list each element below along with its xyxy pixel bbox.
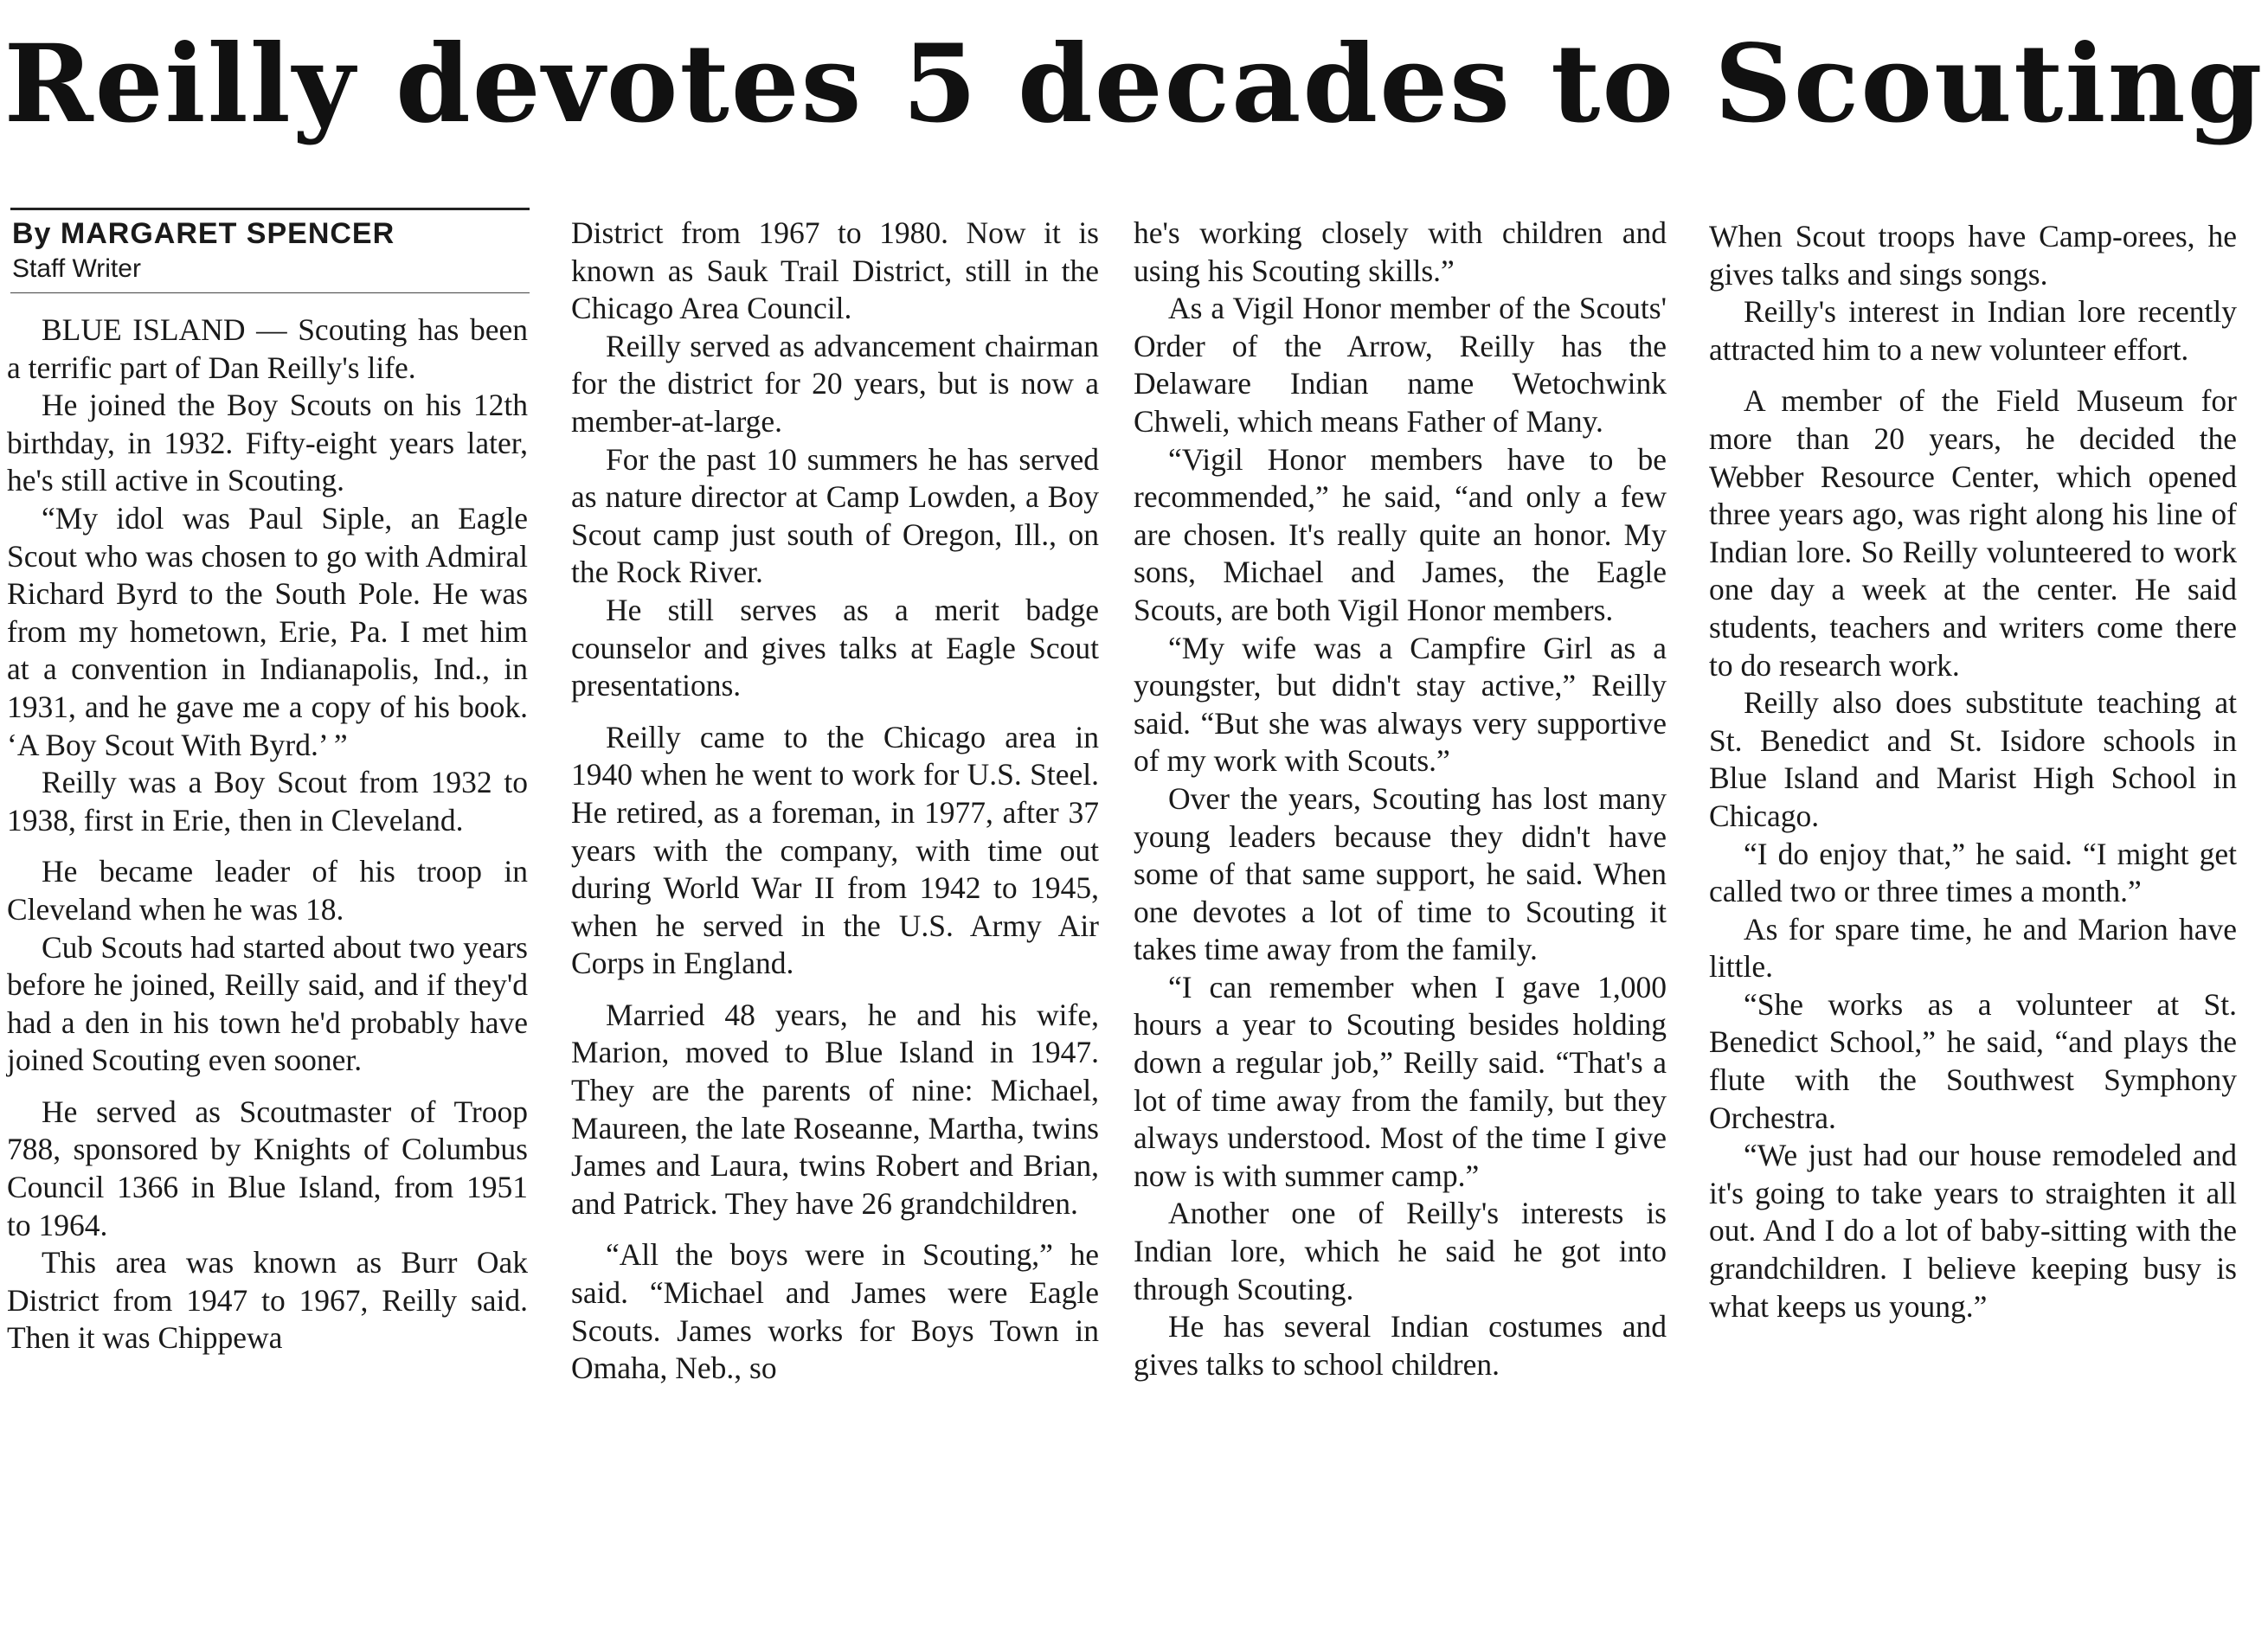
paragraph: This area was known as Burr Oak District from 1947 to 1967, Reilly said. Then it was Chippewa: [7, 1245, 528, 1356]
paragraph: “All the boys were in Scouting,” he said. “Michael and James were Eagle Scouts. James works for Boys Town in Omaha, Neb., so: [571, 1237, 1099, 1386]
headline: Reilly devotes 5 decades to Scouting: [3, 22, 2265, 147]
paragraph: He has several Indian costumes and gives talks to school children.: [1134, 1309, 1667, 1382]
paragraph: For the past 10 summers he has served as nature director at Camp Lowden, a Boy Scout camp just south of Oregon, Ill., on the Rock River.: [571, 441, 1099, 590]
paragraph: Over the years, Scouting has lost many young leaders because they didn't have some of that same support, he said. When one devotes a lot of time to Scouting it takes time away from the family.: [1134, 780, 1667, 967]
article-column-4: [1709, 218, 2237, 1325]
paragraph: BLUE ISLAND — Scouting has been a terrific part of Dan Reilly's life.: [7, 312, 528, 385]
paragraph: “She works as a volunteer at St. Benedict School,” he said, “and plays the flute with the Southwest Symphony Orchestra.: [1709, 986, 2237, 1135]
paragraph: Reilly was a Boy Scout from 1932 to 1938, first in Erie, then in Cleveland.: [7, 765, 528, 837]
paragraph: District from 1967 to 1980. Now it is known as Sauk Trail District, still in the Chicago Area Council.: [571, 215, 1099, 326]
paragraph: he's working closely with children and using his Scouting skills.”: [1134, 215, 1667, 288]
paragraph: Married 48 years, he and his wife, Marion, moved to Blue Island in 1947. They are the parents of nine: Michael, Maureen, the late Roseanne, Martha, twins James and Laura, twins Robert and Brian, and Patrick. They have 26 grandchildren.: [571, 997, 1099, 1221]
paragraph: Another one of Reilly's interests is Indian lore, which he said he got into through Scouting.: [1134, 1196, 1667, 1306]
article-column-3: [1134, 215, 1667, 1383]
paragraph: He still serves as a merit badge counselor and gives talks at Eagle Scout presentations.: [571, 592, 1099, 703]
article-column-1: [7, 311, 528, 1357]
paragraph: He became leader of his troop in Cleveland when he was 18.: [7, 854, 528, 927]
byline-top-rule: [10, 208, 530, 210]
paragraph: “I do enjoy that,” he said. “I might get called two or three times a month.”: [1709, 836, 2237, 909]
paragraph: “I can remember when I gave 1,000 hours a year to Scouting besides holding down a regular job,” Reilly said. “That's a lot of time away from the family, but they always understood. Most of the time I give now is with summer camp.”: [1134, 969, 1667, 1193]
paragraph: He served as Scoutmaster of Troop 788, sponsored by Knights of Columbus Council 1366 in Blue Island, from 1951 to 1964.: [7, 1094, 528, 1242]
paragraph: Cub Scouts had started about two years before he joined, Reilly said, and if they'd had a den in his town he'd probably have joined Scouting even sooner.: [7, 929, 528, 1078]
paragraph: A member of the Field Museum for more than 20 years, he decided the Webber Resource Center, which opened three years ago, was right along his line of Indian lore. So Reilly volunteered to work one day a week at the center. He said students, teachers and writers come there to do research work.: [1709, 383, 2237, 683]
byline: [12, 215, 531, 286]
paragraph: He joined the Boy Scouts on his 12th birthday, in 1932. Fifty-eight years later, he's still active in Scouting.: [7, 388, 528, 498]
paragraph: Reilly served as advancement chairman for the district for 20 years, but is now a member-at-large.: [571, 328, 1099, 439]
paragraph: Reilly came to the Chicago area in 1940 when he went to work for U.S. Steel. He retired, as a foreman, in 1977, after 37 years with the company, with time out during World War II from 1942 to 1945, when he served in the U.S. Army Air Corps in England.: [571, 719, 1099, 981]
byline-role: Staff Writer: [12, 254, 141, 283]
paragraph: Reilly's interest in Indian lore recently attracted him to a new volunteer effort.: [1709, 294, 2237, 367]
article-column-2: [571, 215, 1099, 1388]
paragraph: Reilly also does substitute teaching at St. Benedict and St. Isidore schools in Blue Island and Marist High School in Chicago.: [1709, 685, 2237, 833]
paragraph: “We just had our house remodeled and it's going to take years to straighten it all out. And I do a lot of baby-sitting with the grandchildren. I believe keeping busy is what keeps us young.”: [1709, 1138, 2237, 1324]
paragraph: As for spare time, he and Marion have little.: [1709, 911, 2237, 985]
paragraph: As a Vigil Honor member of the Scouts' Order of the Arrow, Reilly has the Delaware Indian name Wetochwink Chweli, which means Father of Many.: [1134, 291, 1667, 439]
paragraph: “My idol was Paul Siple, an Eagle Scout who was chosen to go with Admiral Richard Byrd to the South Pole. He was from my hometown, Erie, Pa. I met him at a convention in Indianapolis, Ind., in 1931, and he gave me a copy of his book. ‘A Boy Scout With Byrd.’ ”: [7, 500, 528, 762]
byline-author: By MARGARET SPENCER: [12, 217, 395, 250]
paragraph: “My wife was a Campfire Girl as a youngster, but didn't stay active,” Reilly said. “But she was always very supportive of my work with Scouts.”: [1134, 630, 1667, 779]
paragraph: When Scout troops have Camp-orees, he gives talks and sings songs.: [1709, 219, 2237, 292]
byline-bottom-rule: [10, 292, 530, 293]
paragraph: “Vigil Honor members have to be recommended,” he said, “and only a few are chosen. It's really quite an honor. My sons, Michael and James, the Eagle Scouts, are both Vigil Honor members.: [1134, 441, 1667, 627]
